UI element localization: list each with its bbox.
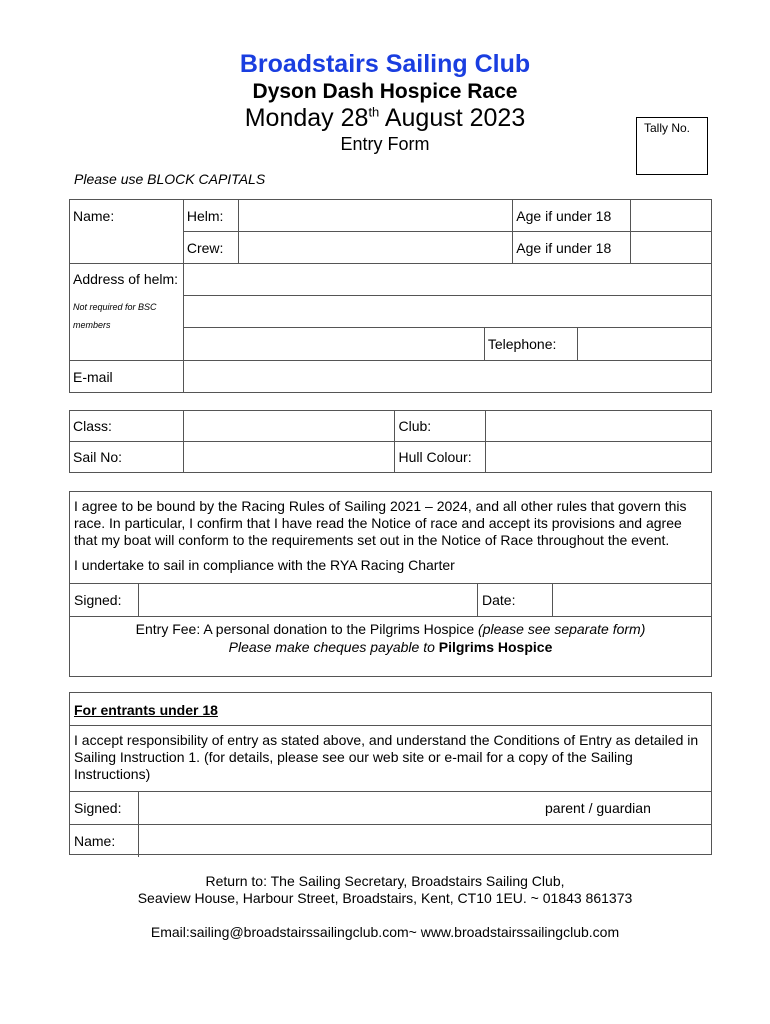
address-phone-row [183, 328, 711, 361]
hull-colour-field[interactable] [486, 442, 712, 473]
fee-text: Entry Fee: A personal donation to the Pilgrims Hospice [135, 621, 479, 637]
under18-box [69, 692, 712, 855]
cheque-text: Please make cheques payable to [228, 639, 439, 655]
address-label: Address of helm: [73, 271, 179, 287]
club-name: Broadstairs Sailing Club [239, 50, 531, 78]
race-date-rest: August 2023 [379, 104, 526, 132]
charter-text: I undertake to sail in compliance with the RYA Racing Charter [74, 557, 455, 573]
under18-heading: For entrants under 18 [74, 702, 218, 718]
helm-age-field[interactable] [631, 200, 712, 232]
helm-field[interactable] [238, 200, 512, 232]
under18-name-field[interactable] [139, 825, 711, 857]
contact-line: Email:sailing@broadstairssailingclub.com~ www.broadstairssailingclub.com [150, 924, 620, 940]
cheque-payee: Pilgrims Hospice [438, 639, 553, 655]
address-line-3[interactable] [184, 328, 485, 360]
tally-label: Tally No. [644, 121, 691, 135]
crew-age-field[interactable] [631, 232, 712, 264]
date-field[interactable] [553, 584, 711, 616]
tally-box[interactable] [636, 117, 708, 175]
address-line-2[interactable] [183, 296, 711, 328]
club-field[interactable] [486, 411, 712, 442]
form-title: Entry Form [340, 134, 430, 154]
declaration-signature-row [70, 583, 711, 616]
fee-note: (please see separate form) [478, 621, 646, 637]
race-name: Dyson Dash Hospice Race [252, 80, 518, 103]
crew-label: Crew: [183, 232, 238, 264]
return-address-line-2: Seaview House, Harbour Street, Broadstairs, Kent, CT10 1EU. ~ 01843 861373 [137, 890, 633, 906]
address-note: Not required for BSC members [73, 302, 157, 330]
under18-name-label: Name: [74, 833, 116, 849]
class-label: Class: [70, 411, 184, 442]
helm-label: Helm: [183, 200, 238, 232]
hull-colour-label: Hull Colour: [395, 442, 486, 473]
telephone-field[interactable] [577, 328, 711, 360]
boat-details-table [69, 410, 712, 473]
telephone-label: Telephone: [487, 336, 557, 352]
instruction-text: Please use BLOCK CAPITALS [74, 171, 266, 187]
helm-age-label: Age if under 18 [513, 200, 631, 232]
signed-label: Signed: [74, 592, 122, 608]
entry-fee [70, 616, 711, 659]
address-cell [70, 264, 184, 361]
under18-signed-label: Signed: [74, 800, 122, 816]
crew-age-label: Age if under 18 [513, 232, 631, 264]
name-label: Name: [70, 200, 184, 264]
sail-number-field[interactable] [183, 442, 395, 473]
personal-details-table [69, 199, 712, 393]
crew-field[interactable] [238, 232, 512, 264]
return-address-line-1: Return to: The Sailing Secretary, Broadstairs Sailing Club, [205, 873, 565, 889]
race-date-day: Monday 28 [244, 104, 369, 132]
club-label: Club: [395, 411, 486, 442]
email-field[interactable] [183, 361, 711, 393]
sail-number-label: Sail No: [70, 442, 184, 473]
address-line-1[interactable] [183, 264, 711, 296]
class-field[interactable] [183, 411, 395, 442]
email-label: E-mail [70, 361, 184, 393]
under18-text: I accept responsibility of entry as stated above, and understand the Conditions of Entry as detailed in Sailing Instruction 1. (for details, please see our web site or e-mail for a copy of the Sailing Instructions) [74, 732, 699, 782]
under18-name-row [70, 824, 711, 857]
parent-guardian-label: parent / guardian [545, 800, 651, 816]
race-date-suffix: th [368, 104, 380, 120]
declaration-text: I agree to be bound by the Racing Rules of Sailing 2021 – 2024, and all other rules that govern this race. In particular, I confirm that I have read the Notice of race and accept its provisions and agree that my boat will conform to the requirements set out in the Notice of Race throughout the event. [74, 498, 687, 548]
date-label: Date: [482, 592, 516, 608]
signed-field[interactable] [139, 584, 477, 616]
under18-signature-row [70, 791, 711, 824]
declaration-box [69, 491, 712, 677]
